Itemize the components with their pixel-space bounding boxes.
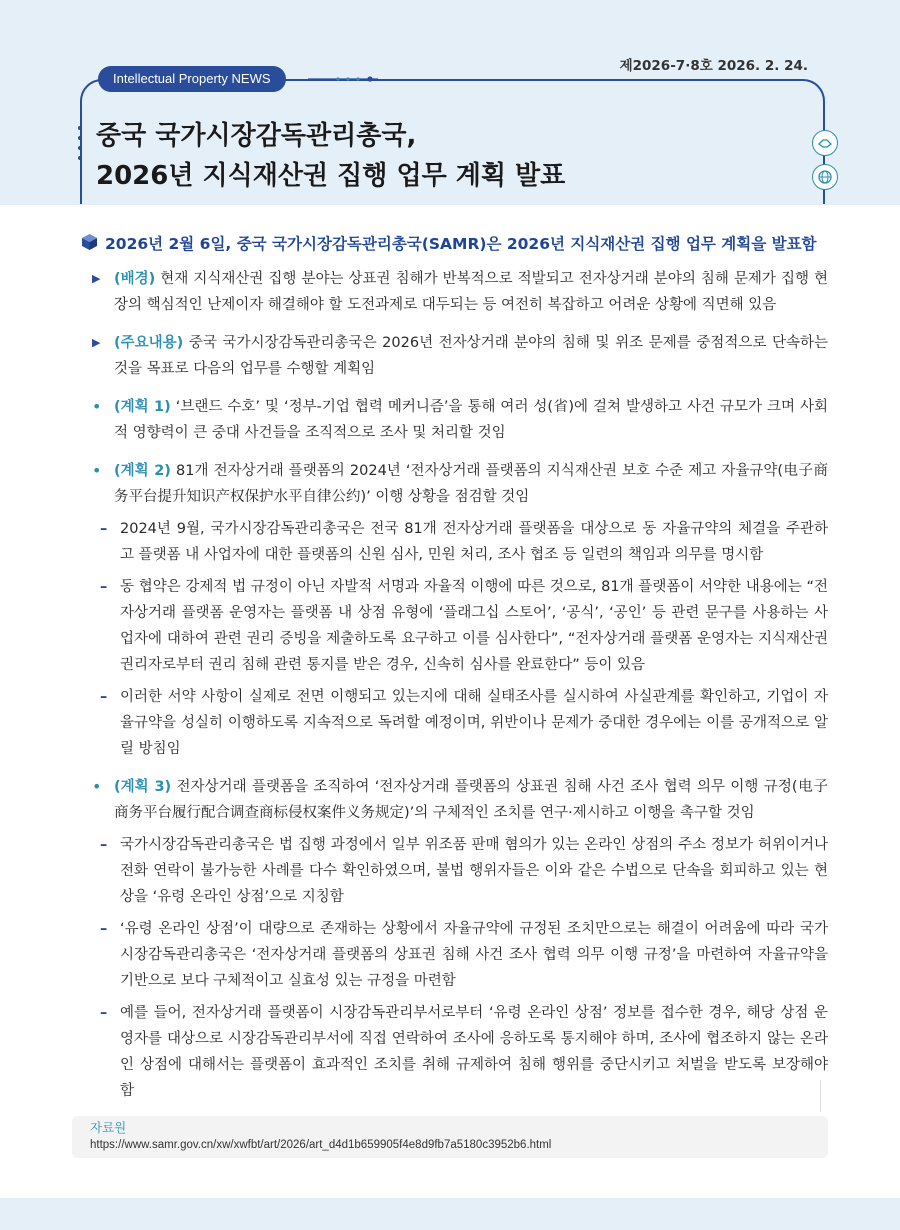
triangle-bullet-icon: ▶ (92, 336, 101, 349)
plan-2-tag: (계획 2) (114, 463, 171, 479)
main-content-text: 중국 국가시장감독관리총국은 2026년 전자상거래 분야의 침해 및 위조 문제를 중점적으로 단속하는 것을 목표로 다음의 업무를 수행할 계획임 (114, 335, 828, 377)
circle-bullet-icon: • (92, 397, 102, 416)
plan-2-text: 81개 전자상거래 플랫폼의 2024년 ‘전자상거래 플랫폼의 지식재산권 보호 수준 제고 자율규약(电子商务平台提升知识产权保护水平自律公约)’ 이행 상황을 점검할 것임 (114, 463, 829, 505)
dash-bullet-icon: – (100, 579, 108, 595)
decor-dots-icon (308, 74, 378, 84)
dash-bullet-icon: – (100, 921, 108, 937)
plan-3-tag: (계획 3) (114, 779, 172, 795)
plan-1-item (82, 394, 828, 446)
plan-3-sub-item (82, 1000, 828, 1104)
article-body (82, 232, 828, 1110)
plan-2-sub-item (82, 574, 828, 678)
headline (82, 232, 828, 254)
headline-text: 2026년 2월 6일, 중국 국가시장감독관리총국(SAMR)은 2026년 지식재산권 집행 업무 계획을 발표함 (105, 235, 817, 253)
background-tag: (배경) (114, 271, 156, 287)
cube-bullet-icon (82, 234, 97, 250)
plan-2-item (82, 458, 828, 510)
handshake-icon (812, 130, 838, 156)
plan-2-sub-text: 동 협약은 강제적 법 규정이 아닌 자발적 서명과 자율적 이행에 따른 것으로, 81개 플랫폼이 서약한 내용에는 “전자상거래 플랫폼 운영자는 플랫폼 내 상점 유형에 ‘플래그십 스토어’, ‘공식’, ‘공인’ 등 관련 문구를 사용하는 사업자에 대하여 관련 권리 증빙을 제출하도록 요구하고 이를 심사한다”, “전자상거래 플랫폼 운영자는 지식재산권 권리자로부터 권리 침해 관련 통지를 받은 경우, 신속히 심사를 완료한다” 등이 있음 (120, 579, 828, 673)
issue-number: 제2026-7·8호 2026. 2. 24. (619, 58, 808, 74)
page-title (96, 116, 736, 196)
globe-icon (812, 164, 838, 190)
divider (820, 1080, 821, 1112)
title-line-1: 중국 국가시장감독관리총국, (96, 121, 417, 151)
plan-2-sub-text: 2024년 9월, 국가시장감독관리총국은 전국 81개 전자상거래 플랫폼을 대상으로 동 자율규약의 체결을 주관하고 플랫폼 내 사업자에 대한 플랫폼의 신원 심사, 민원 처리, 조사 협조 등 일련의 책임과 의무를 명시함 (120, 521, 828, 563)
plan-3-sub-item (82, 916, 828, 994)
plan-3-sub-text: 국가시장감독관리총국은 법 집행 과정에서 일부 위조품 판매 혐의가 있는 온라인 상점의 주소 정보가 허위이거나 전화 연락이 불가능한 사례를 다수 확인하였으며, 불법 행위자들은 이와 같은 수법으로 단속을 회피하고 있는 현상을 ‘유령 온라인 상점’으로 지칭함 (120, 837, 828, 905)
plan-2-sub-item (82, 516, 828, 568)
footer-background (0, 1198, 900, 1230)
plan-3-sub-text: ‘유령 온라인 상점’이 대량으로 존재하는 상황에서 자율규약에 규정된 조치만으로는 해결이 어려움에 따라 국가시장감독관리총국은 ‘전자상거래 플랫폼의 상표권 침해 사건 조사 협력 의무 이행 규정’을 마련하여 자율규약을 기반으로 보다 구체적이고 실효성 있는 규정을 마련함 (120, 921, 828, 989)
source-label: 자료원 (90, 1120, 127, 1135)
plan-3-text: 전자상거래 플랫폼을 조직하여 ‘전자상거래 플랫폼의 상표권 침해 사건 조사 협력 의무 이행 규정(电子商务平台履行配合调查商标侵权案件义务规定)’의 구체적인 조치를 연구·제시하고 이행을 촉구할 것임 (114, 779, 828, 821)
circle-bullet-icon: • (92, 461, 102, 480)
series-badge: Intellectual Property NEWS (98, 66, 286, 92)
plan-3-sub-item (82, 832, 828, 910)
plan-1-text: ‘브랜드 수호’ 및 ‘정부-기업 협력 메커니즘’을 통해 여러 성(省)에 걸쳐 발생하고 사건 규모가 크며 사회적 영향력이 큰 중대 사건들을 조직적으로 조사 및 처리할 것임 (114, 399, 828, 441)
main-content-tag: (주요내용) (114, 335, 184, 351)
background-text: 현재 지식재산권 집행 분야는 상표권 침해가 반복적으로 적발되고 전자상거래 분야의 침해 문제가 집행 현장의 핵심적인 난제이자 해결해야 할 도전과제로 대두되는 등 여전히 복잡하고 어려운 상황에 직면해 있음 (114, 271, 828, 313)
plan-3-item (82, 774, 828, 826)
dash-bullet-icon: – (100, 837, 108, 853)
dash-bullet-icon: – (100, 1005, 108, 1021)
triangle-bullet-icon: ▶ (92, 272, 101, 285)
plan-2-sub-text: 이러한 서약 사항이 실제로 전면 이행되고 있는지에 대해 실태조사를 실시하여 사실관계를 확인하고, 기업이 자율규약을 성실히 이행하도록 지속적으로 독려할 예정이며, 위반이나 문제가 중대한 경우에는 이를 공개적으로 알릴 방침임 (120, 689, 828, 757)
main-content-item (82, 330, 828, 382)
background-item (82, 266, 828, 318)
plan-2-sub-item (82, 684, 828, 762)
dash-bullet-icon: – (100, 521, 108, 537)
dash-bullet-icon: – (100, 689, 108, 705)
plan-1-tag: (계획 1) (114, 399, 171, 415)
title-line-2: 2026년 지식재산권 집행 업무 계획 발표 (96, 161, 566, 191)
side-decoration-icon (74, 120, 86, 180)
source-box (72, 1116, 828, 1158)
plan-3-sub-text: 예를 들어, 전자상거래 플랫폼이 시장감독관리부서로부터 ‘유령 온라인 상점’ 정보를 접수한 경우, 해당 상점 운영자를 대상으로 시장감독관리부서에 직접 연락하여 조사에 응하도록 통지해야 하며, 조사에 협조하지 않는 온라인 상점에 대해서는 플랫폼이 효과적인 조치를 취해 규제하여 침해 행위를 중단시키고 처벌을 받도록 보장해야 함 (120, 1005, 828, 1099)
circle-bullet-icon: • (92, 777, 102, 796)
source-link[interactable]: https://www.samr.gov.cn/xw/xwfbt/art/2026/art_d4d1b659905f4e8d9fb7a5180c3952b6.html (90, 1139, 552, 1151)
